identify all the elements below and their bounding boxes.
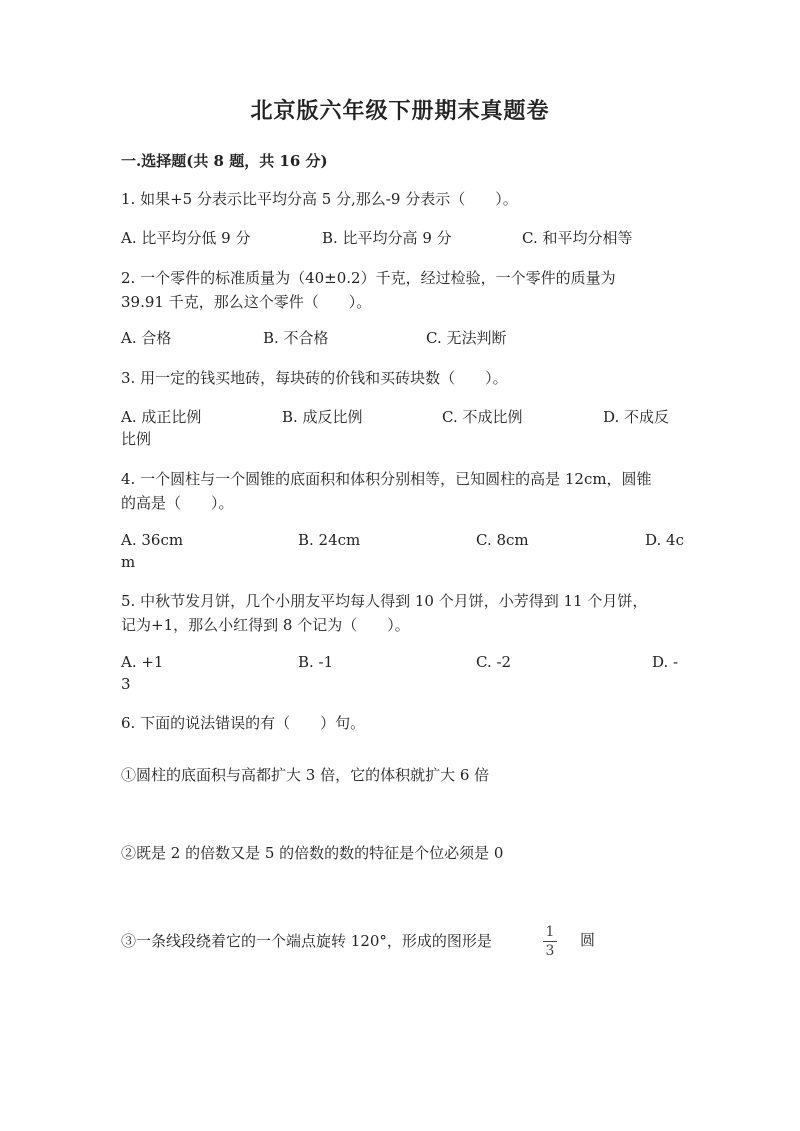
q6-statement-2: ②既是 2 的倍数又是 5 的倍数的数的特征是个位必须是 0 xyxy=(121,844,504,862)
q4-option-b: B. 24cm xyxy=(298,531,361,549)
fraction-denominator: 3 xyxy=(545,943,555,959)
q3-option-b: B. 成反比例 xyxy=(282,408,363,426)
fraction-bar xyxy=(543,941,557,942)
q3-option-a: A. 成正比例 xyxy=(121,408,202,426)
q4-option-d: D. 4c xyxy=(645,531,684,549)
q3-option-d: D. 不成反 xyxy=(603,408,670,426)
question-3-stem: 3. 用一定的钱买地砖，每块砖的价钱和买砖块数（ ）。 xyxy=(121,369,508,387)
fraction-numerator: 1 xyxy=(545,924,555,940)
question-1-stem: 1. 如果+5 分表示比平均分高 5 分,那么-9 分表示（ ）。 xyxy=(121,190,518,208)
question-6-stem: 6. 下面的说法错误的有（ ）句。 xyxy=(121,714,366,732)
question-4-stem-line2: 的高是（ ）。 xyxy=(121,494,234,512)
question-2-stem-line2: 39.91 千克，那么这个零件（ ）。 xyxy=(121,293,372,311)
page-title: 北京版六年级下册期末真题卷 xyxy=(250,98,550,124)
q5-option-c: C. -2 xyxy=(476,653,512,671)
q1-option-c: C. 和平均分相等 xyxy=(522,229,633,247)
question-2-stem-line1: 2. 一个零件的标准质量为（40±0.2）千克，经过检验，一个零件的质量为 xyxy=(121,269,616,287)
question-5-stem-line1: 5. 中秋节发月饼，几个小朋友平均每人得到 10 个月饼，小芳得到 11 个月饼， xyxy=(121,592,648,610)
q1-option-b: B. 比平均分高 9 分 xyxy=(322,229,452,247)
q3-option-c: C. 不成比例 xyxy=(442,408,523,426)
q2-option-a: A. 合格 xyxy=(121,329,172,347)
q5-option-a: A. +1 xyxy=(121,653,164,671)
question-4-stem-line1: 4. 一个圆柱与一个圆锥的底面积和体积分别相等，已知圆柱的高是 12cm，圆锥 xyxy=(121,470,652,488)
fraction-one-third xyxy=(541,924,559,959)
q5-option-d: D. - xyxy=(652,653,679,671)
q4-option-d-wrap: m xyxy=(121,553,136,571)
q6-statement-3-end: 圆 xyxy=(580,931,596,949)
q4-option-c: C. 8cm xyxy=(476,531,529,549)
q1-option-a: A. 比平均分低 9 分 xyxy=(121,229,251,247)
section-heading: 一.选择题(共 8 题，共 16 分) xyxy=(121,152,328,170)
q4-option-a: A. 36cm xyxy=(121,531,184,549)
q2-option-c: C. 无法判断 xyxy=(426,329,507,347)
question-5-stem-line2: 记为+1，那么小红得到 8 个记为（ ）。 xyxy=(121,616,410,634)
q2-option-b: B. 不合格 xyxy=(263,329,329,347)
q3-option-d-wrap: 比例 xyxy=(121,430,152,448)
q5-option-d-wrap: 3 xyxy=(121,675,131,693)
q6-statement-3: ③一条线段绕着它的一个端点旋转 120°，形成的图形是 xyxy=(121,932,492,950)
q6-statement-1: ①圆柱的底面积与高都扩大 3 倍，它的体积就扩大 6 倍 xyxy=(121,766,490,784)
q5-option-b: B. -1 xyxy=(298,653,334,671)
